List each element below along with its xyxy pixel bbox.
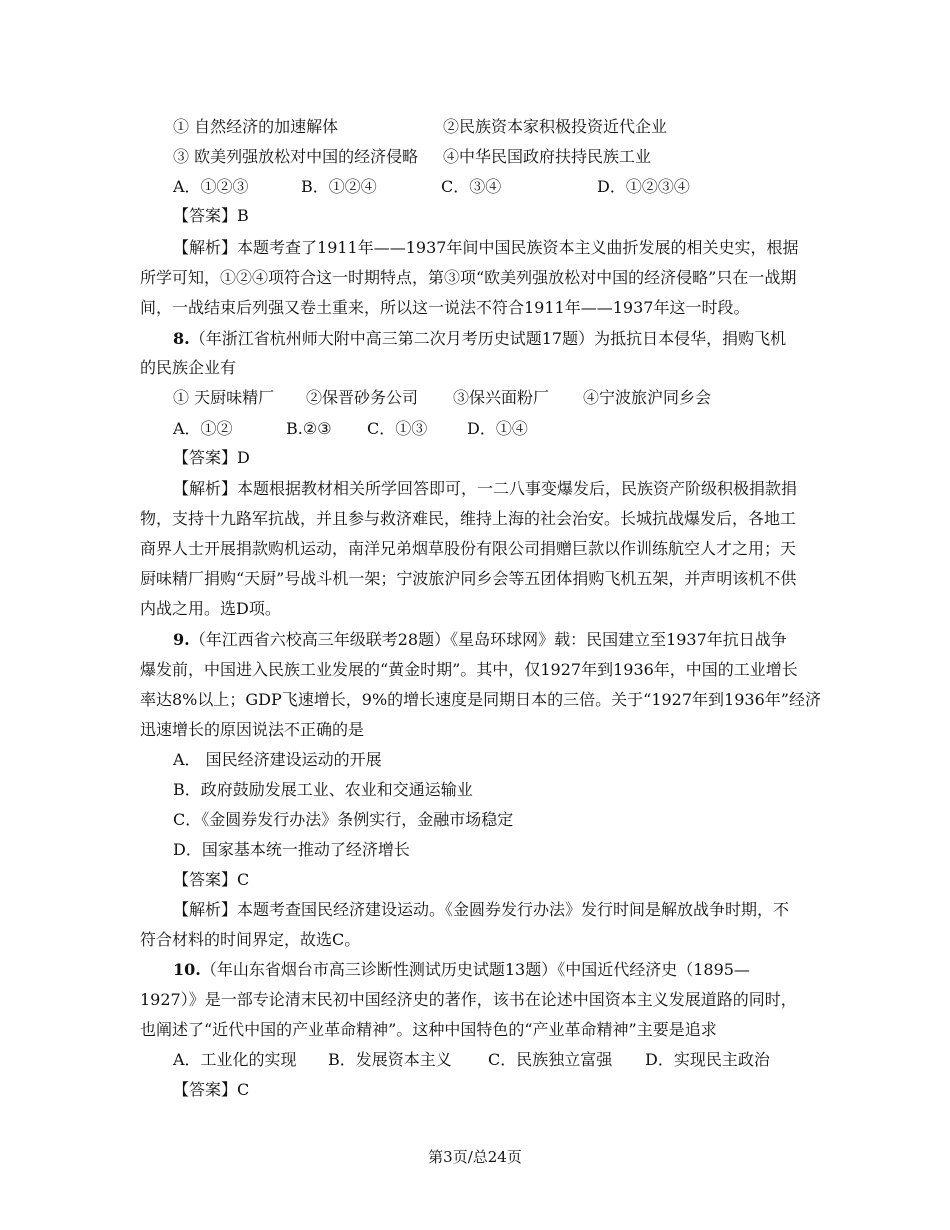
analysis-label: 【解析】 <box>173 238 238 257</box>
analysis-label: 【解析】 <box>173 900 238 919</box>
analysis-line <box>173 237 798 259</box>
option-item: D．实现民主政治 <box>645 1050 770 1069</box>
question-stem <box>173 629 787 651</box>
answer-value: B <box>237 206 249 225</box>
analysis-line: 所学可知，①②④项符合这一时期特点，第③项“欧美列强放松对中国的经济侵略”只在一战期 <box>140 268 797 287</box>
choice-item: ③保兴面粉厂 <box>453 388 550 407</box>
analysis-line: 内战之用。选D项。 <box>140 599 281 618</box>
answer-label: 【答案】 <box>173 870 238 889</box>
analysis-line <box>173 478 797 500</box>
choice-item: ① 自然经济的加速解体 <box>173 117 339 136</box>
option-item: D．①②③④ <box>597 177 690 196</box>
answer-line <box>173 869 249 891</box>
question-stem-line: 率达8%以上；GDP飞速增长，9%的增长速度是同期日本的三倍。关于“1927年到1936年”经济 <box>140 690 821 709</box>
page-number: 第3页/总24页 <box>428 1148 522 1166</box>
question-number: 8. <box>173 329 190 348</box>
option-item: A．①②③ <box>173 177 249 196</box>
choice-item: ③ 欧美列强放松对中国的经济侵略 <box>173 147 419 166</box>
option-item: B．①②④ <box>301 177 377 196</box>
analysis-line: 符合材料的时间界定，故选C。 <box>140 930 361 949</box>
answer-line <box>173 205 249 227</box>
analysis-line: 商界人士开展捐款购机运动，南洋兄弟烟草股份有限公司捐赠巨款以作训练航空人才之用；天 <box>140 539 797 558</box>
option-item: A． 国民经济建设运动的开展 <box>173 750 382 769</box>
answer-line <box>173 447 250 469</box>
choice-item: ②民族资本家积极投资近代企业 <box>443 117 668 136</box>
answer-value: D <box>237 448 250 467</box>
question-stem-line: 迅速增长的原因说法不正确的是 <box>140 720 365 739</box>
question-number: 9. <box>173 630 190 649</box>
question-text: （年浙江省杭州师大附中高三第二次月考历史试题17题）为抵抗日本侵华，捐购飞机 <box>189 329 787 348</box>
option-item: C．①③ <box>367 419 428 438</box>
choice-item: ④宁波旅沪同乡会 <box>583 388 712 407</box>
answer-line <box>173 1079 249 1101</box>
question-stem <box>173 959 750 981</box>
analysis-text: 本题根据教材相关所学回答即可，一二八事变爆发后，民族资产阶级积极捐款捐 <box>237 479 798 498</box>
option-item: B．政府鼓励发展工业、农业和交通运输业 <box>173 780 473 799</box>
analysis-text: 本题考查国民经济建设运动。《金圆券发行办法》发行时间是解放战争时期，不 <box>237 900 790 919</box>
answer-label: 【答案】 <box>173 1080 238 1099</box>
choice-item: ① 天厨味精厂 <box>173 388 275 407</box>
choice-item: ②保晋砂务公司 <box>306 388 419 407</box>
question-text: （年山东省烟台市高三诊断性测试历史试题13题）《中国近代经济史（1895— <box>200 960 750 979</box>
option-item: D．①④ <box>467 419 528 438</box>
answer-value: C <box>237 1080 250 1099</box>
question-text: （年江西省六校高三年级联考28题）《星岛环球网》载：民国建立至1937年抗日战争 <box>189 630 787 649</box>
answer-label: 【答案】 <box>173 448 238 467</box>
question-stem <box>173 328 786 350</box>
question-stem-line: 1927）》是一部专论清末民初中国经济史的著作，该书在论述中国资本主义发展道路的同时， <box>140 990 797 1009</box>
question-number: 10. <box>173 960 201 979</box>
answer-value: C <box>237 870 250 889</box>
page-footer <box>0 1146 950 1167</box>
analysis-label: 【解析】 <box>173 479 238 498</box>
option-item: A．工业化的实现 <box>173 1050 297 1069</box>
question-stem-line: 的民族企业有 <box>140 358 237 377</box>
analysis-line <box>173 899 789 921</box>
option-item: C．民族独立富强 <box>488 1050 613 1069</box>
option-item: A．①② <box>173 419 233 438</box>
option-item: B.②③ <box>286 419 332 438</box>
analysis-line: 物，支持十九路军抗战，并且参与救济难民，维持上海的社会治安。长城抗战爆发后，各地工 <box>140 509 797 528</box>
option-item: D．国家基本统一推动了经济增长 <box>173 840 410 859</box>
option-item: B．发展资本主义 <box>328 1050 452 1069</box>
analysis-line: 厨味精厂捐购“天厨”号战斗机一架；宁波旅沪同乡会等五团体捐购飞机五架，并声明该机不供 <box>140 569 797 588</box>
option-item: C．《金圆券发行办法》条例实行，金融市场稳定 <box>173 810 514 829</box>
analysis-text: 本题考查了1911年——1937年间中国民族资本主义曲折发展的相关史实，根据 <box>237 238 799 257</box>
question-stem-line: 爆发前，中国进入民族工业发展的“黄金时期”。其中，仅1927年到1936年，中国的工业增长 <box>140 660 798 679</box>
answer-label: 【答案】 <box>173 206 238 225</box>
option-item: C．③④ <box>441 177 502 196</box>
question-stem-line: 也阐述了“近代中国的产业革命精神”。这种中国特色的“产业革命精神”主要是追求 <box>140 1020 717 1039</box>
choice-item: ④中华民国政府扶持民族工业 <box>443 147 652 166</box>
analysis-line: 间，一战结束后列强又卷土重来，所以这一说法不符合1911年——1937年这一时段。 <box>140 298 750 317</box>
